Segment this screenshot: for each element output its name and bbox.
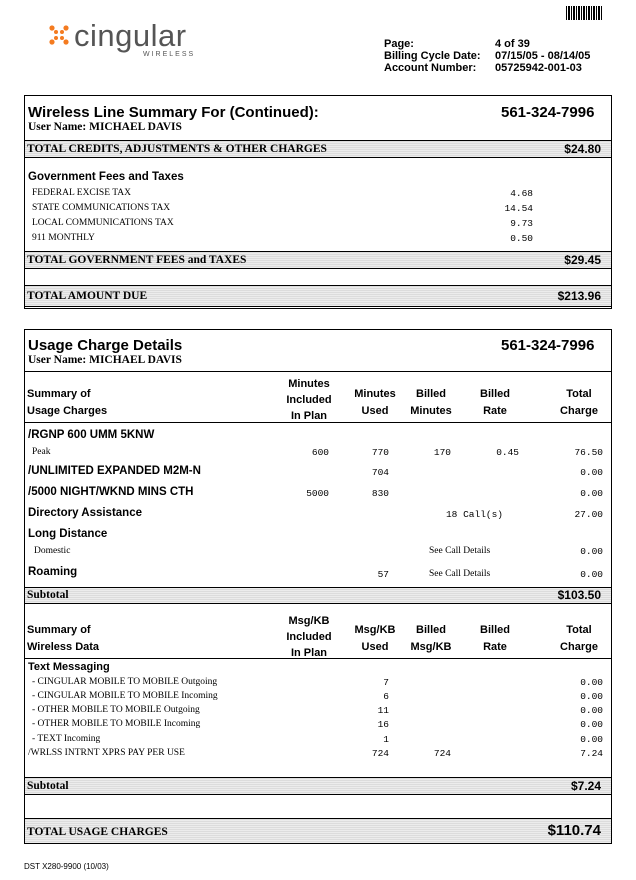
line-summary-box: [24, 95, 612, 309]
amount-due-row: [25, 285, 611, 307]
text-item-label: - OTHER MOBILE TO MOBILE Outgoing: [32, 705, 200, 715]
internet-label: /WRLSS INTRNT XPRS PAY PER USE: [28, 748, 185, 758]
page-value: 4 of 39: [495, 38, 530, 50]
total-usage-row: [25, 818, 611, 843]
head-summary-of: Summary of: [27, 388, 91, 400]
head-text: Total: [566, 388, 592, 400]
usage-title: Usage Charge Details: [28, 337, 183, 354]
internet-charge: 7.24: [580, 748, 603, 759]
gov-item-value: 14.54: [504, 203, 533, 214]
total-usage-label: TOTAL USAGE CHARGES: [27, 826, 168, 838]
head-text: In Plan: [290, 410, 328, 422]
night-used: 830: [371, 488, 389, 499]
data-subtotal-label: Subtotal: [27, 780, 69, 792]
ld-label: Long Distance: [28, 528, 108, 540]
text-item-used: 1: [383, 734, 389, 745]
head-col-charge: [549, 386, 609, 420]
head-text: Msg/KB: [288, 615, 330, 627]
summary-title: Wireless Line Summary For (Continued):: [28, 104, 319, 121]
head-text: Billed: [480, 624, 510, 636]
roaming-used: 57: [377, 569, 389, 580]
ld-charge: 0.00: [580, 546, 603, 557]
head-summary-of: Summary of: [27, 624, 91, 636]
gov-item-label: LOCAL COMMUNICATIONS TAX: [32, 218, 174, 228]
amount-due-label: TOTAL AMOUNT DUE: [27, 290, 148, 302]
cycle-value: 07/15/05 - 08/14/05: [495, 50, 591, 62]
m2m-used: 704: [371, 467, 389, 478]
peak-charge: 76.50: [574, 447, 603, 458]
text-item-label: - OTHER MOBILE TO MOBILE Incoming: [32, 719, 201, 729]
gov-total-row: [25, 251, 611, 269]
text-item-label: - CINGULAR MOBILE TO MOBILE Incoming: [32, 691, 218, 701]
text-item-used: 11: [377, 705, 389, 716]
peak-used: 770: [371, 447, 389, 458]
account-value: 05725942-001-03: [495, 62, 582, 74]
text-item-used: 16: [377, 719, 389, 730]
gov-item-label: FEDERAL EXCISE TAX: [32, 188, 131, 198]
credits-value: $24.80: [564, 142, 601, 156]
divider: [25, 658, 611, 659]
gov-title: Government Fees and Taxes: [28, 171, 184, 183]
barcode: [566, 6, 602, 20]
da-label: Directory Assistance: [28, 507, 142, 519]
gov-item-value: 4.68: [510, 188, 533, 199]
data-subtotal-value: $7.24: [570, 779, 601, 793]
head-text: Minutes: [354, 388, 396, 400]
text-item-charge: 0.00: [580, 719, 603, 730]
total-usage-value: $110.74: [547, 822, 601, 839]
internet-billed: 724: [433, 748, 451, 759]
text-item-charge: 0.00: [580, 677, 603, 688]
head-col-billed: [401, 386, 461, 420]
night-label: /5000 NIGHT/WKND MINS CTH: [28, 486, 194, 498]
text-item-label: - TEXT Incoming: [32, 734, 101, 744]
head-text: Minutes: [288, 378, 330, 390]
data-head-col-included: [279, 613, 339, 661]
data-head-col-charge: [549, 622, 609, 656]
summary-phone: 561-324-7996: [501, 104, 595, 121]
gov-item-value: 0.50: [510, 233, 533, 244]
header-labels: [384, 38, 481, 74]
plan-name: /RGNP 600 UMM 5KNW: [28, 429, 155, 441]
ld-sub: Domestic: [34, 546, 71, 556]
brand-name: cingular: [74, 18, 187, 53]
credits-row: [25, 140, 611, 158]
head-text: Charge: [560, 641, 598, 653]
data-head-col-used: [345, 622, 405, 656]
m2m-label: /UNLIMITED EXPANDED M2M-N: [28, 465, 201, 477]
data-head-col-rate: [465, 622, 525, 656]
text-item-charge: 0.00: [580, 734, 603, 745]
gov-item-label: 911 MONTHLY: [32, 233, 95, 243]
credits-label: TOTAL CREDITS, ADJUSTMENTS & OTHER CHARGES: [27, 143, 327, 155]
spacer-row: [25, 268, 611, 286]
head-col-rate: [465, 386, 525, 420]
head-col-used: [345, 386, 405, 420]
night-charge: 0.00: [580, 488, 603, 499]
data-head-col-billed: [401, 622, 461, 656]
peak-billed: 170: [433, 447, 451, 458]
account-label: Account Number:: [384, 62, 477, 74]
usage-phone: 561-324-7996: [501, 337, 595, 354]
head-col-included: [279, 376, 339, 424]
usage-user: User Name: MICHAEL DAVIS: [28, 354, 182, 366]
head-text: Used: [361, 641, 389, 653]
text-title: Text Messaging: [28, 661, 110, 673]
roaming-label: Roaming: [28, 566, 78, 578]
subtotal-label: Subtotal: [27, 589, 69, 601]
head-text: Included: [286, 631, 332, 643]
subtotal-value: $103.50: [557, 588, 601, 602]
text-item-label: - CINGULAR MOBILE TO MOBILE Outgoing: [32, 677, 218, 687]
head-text: Rate: [483, 405, 507, 417]
head-text: Included: [286, 394, 332, 406]
text-item-used: 6: [383, 691, 389, 702]
peak-label: Peak: [32, 447, 51, 457]
head-wireless-data: Wireless Data: [27, 641, 100, 653]
night-included: 5000: [306, 488, 329, 499]
usage-details-box: [24, 329, 612, 844]
head-text: Charge: [560, 405, 598, 417]
header-values: [495, 38, 590, 74]
internet-used: 724: [371, 748, 389, 759]
amount-due-value: $213.96: [557, 289, 601, 303]
text-item-used: 7: [383, 677, 389, 688]
head-text: Billed: [416, 388, 446, 400]
usage-head-left: [27, 386, 107, 420]
data-subtotal-row: [25, 777, 611, 795]
gov-item-label: STATE COMMUNICATIONS TAX: [32, 203, 171, 213]
cycle-label: Billing Cycle Date:: [384, 50, 481, 62]
da-calls: 18 Call(s): [445, 509, 503, 520]
head-text: Used: [361, 405, 389, 417]
head-usage-charges: Usage Charges: [27, 405, 108, 417]
brand-tagline: WIRELESS: [143, 51, 196, 58]
head-text: Total: [566, 624, 592, 636]
divider: [25, 371, 611, 372]
cingular-x-icon: [48, 24, 70, 46]
divider: [25, 422, 611, 423]
head-text: Rate: [483, 641, 507, 653]
da-charge: 27.00: [574, 509, 603, 520]
text-item-charge: 0.00: [580, 705, 603, 716]
head-text: Minutes: [410, 405, 452, 417]
data-head-left: [27, 622, 99, 656]
peak-rate: 0.45: [496, 447, 519, 458]
text-item-charge: 0.00: [580, 691, 603, 702]
head-text: Msg/KB: [354, 624, 396, 636]
peak-included: 600: [311, 447, 329, 458]
head-text: In Plan: [290, 647, 328, 659]
head-text: Billed: [416, 624, 446, 636]
m2m-charge: 0.00: [580, 467, 603, 478]
head-text: Billed: [480, 388, 510, 400]
gov-total-label: TOTAL GOVERNMENT FEES and TAXES: [27, 254, 247, 266]
subtotal-row: [25, 587, 611, 604]
summary-user: User Name: MICHAEL DAVIS: [28, 121, 182, 133]
gov-total-value: $29.45: [564, 253, 601, 267]
roaming-note: See Call Details: [429, 569, 491, 579]
roaming-charge: 0.00: [580, 569, 603, 580]
ld-note: See Call Details: [429, 546, 491, 556]
gov-item-value: 9.73: [510, 218, 533, 229]
head-text: Msg/KB: [410, 641, 452, 653]
footer-code: DST X280-9900 (10/03): [24, 862, 109, 871]
page-label: Page:: [384, 38, 414, 50]
